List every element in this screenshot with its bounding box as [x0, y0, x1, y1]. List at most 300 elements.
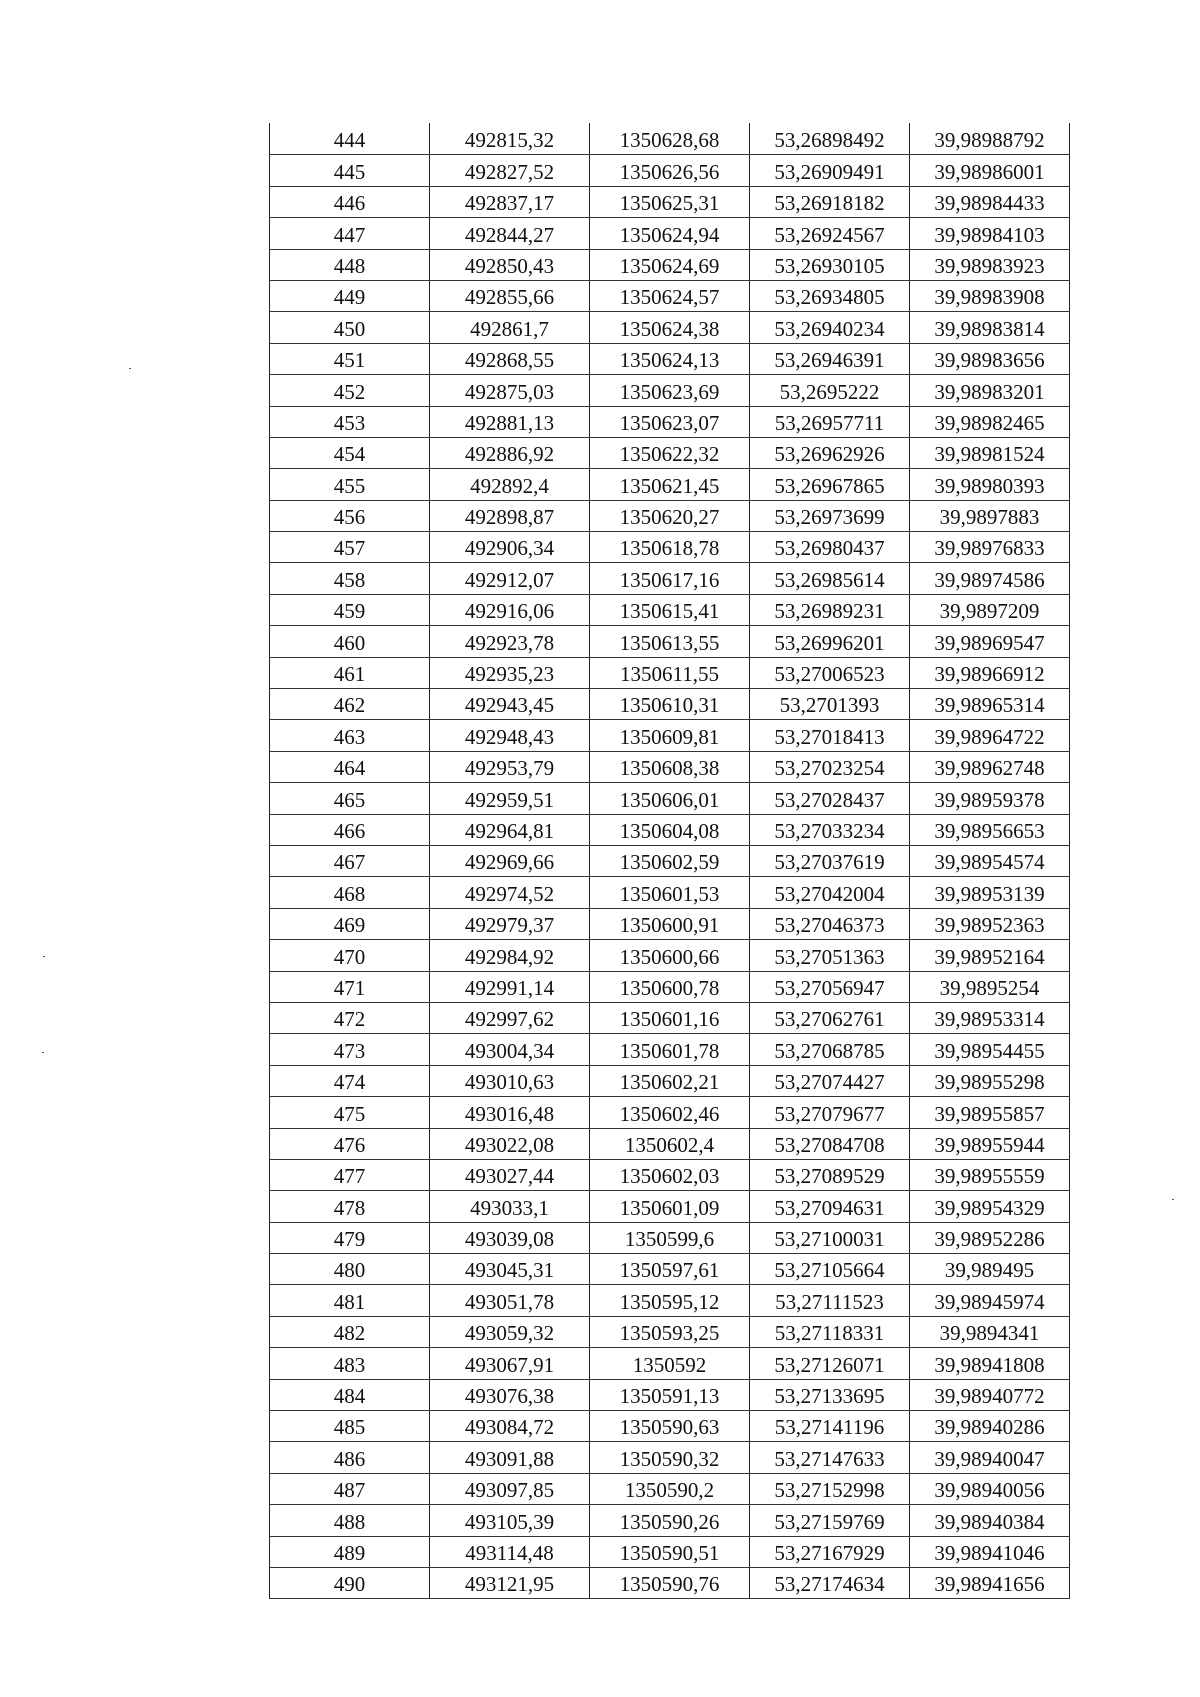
longitude-cell: [910, 406, 1070, 437]
cell-text: 53,26973699: [774, 505, 885, 530]
cell-text: 53,26909491: [774, 159, 885, 184]
cell-text: 493022,08: [464, 1132, 555, 1157]
cell-text: 492979,37: [464, 913, 555, 938]
cell-text: 462: [333, 693, 366, 718]
table-row: [270, 1505, 1070, 1536]
cell-text: 53,27094631: [774, 1195, 885, 1220]
cell-text: 479: [333, 1227, 366, 1252]
point-number-cell: [270, 971, 430, 1002]
cell-text: 492868,55: [464, 348, 555, 373]
latitude-cell: [750, 783, 910, 814]
cell-text: 484: [333, 1384, 366, 1409]
point-number-cell: [270, 1002, 430, 1033]
cell-text: 461: [333, 662, 366, 687]
x-coordinate-cell: [430, 500, 590, 531]
longitude-cell: [910, 877, 1070, 908]
table-row: [270, 1191, 1070, 1222]
x-coordinate-cell: [430, 563, 590, 594]
y-coordinate-cell: [590, 186, 750, 217]
cell-text: 39,98983923: [934, 253, 1045, 278]
cell-text: 1350620,27: [619, 505, 720, 530]
table-row: [270, 1034, 1070, 1065]
y-coordinate-cell: [590, 1222, 750, 1253]
cell-text: 53,27133695: [774, 1384, 885, 1409]
cell-text: 1350626,56: [619, 159, 720, 184]
longitude-cell: [910, 908, 1070, 939]
y-coordinate-cell: [590, 1285, 750, 1316]
point-number-cell: [270, 249, 430, 280]
table-row: [270, 1065, 1070, 1096]
cell-text: 53,27174634: [774, 1572, 885, 1597]
cell-text: 1350601,78: [619, 1038, 720, 1063]
coordinates-table: [269, 123, 1070, 1599]
table-row: [270, 940, 1070, 971]
y-coordinate-cell: [590, 783, 750, 814]
x-coordinate-cell: [430, 971, 590, 1002]
cell-text: 1350590,2: [624, 1478, 715, 1503]
cell-text: 1350600,91: [619, 913, 720, 938]
y-coordinate-cell: [590, 249, 750, 280]
cell-text: 39,98965314: [934, 693, 1045, 718]
cell-text: 1350628,68: [619, 128, 720, 153]
latitude-cell: [750, 1505, 910, 1536]
cell-text: 39,98941046: [934, 1540, 1045, 1565]
x-coordinate-cell: [430, 1505, 590, 1536]
x-coordinate-cell: [430, 1411, 590, 1442]
cell-text: 1350601,09: [619, 1195, 720, 1220]
cell-text: 53,27028437: [774, 787, 885, 812]
y-coordinate-cell: [590, 1411, 750, 1442]
cell-text: 53,26980437: [774, 536, 885, 561]
table-row: [270, 343, 1070, 374]
cell-text: 39,98945974: [934, 1289, 1045, 1314]
point-number-cell: [270, 155, 430, 186]
cell-text: 39,98983201: [934, 379, 1045, 404]
latitude-cell: [750, 1097, 910, 1128]
point-number-cell: [270, 312, 430, 343]
x-coordinate-cell: [430, 1222, 590, 1253]
cell-text: 53,26957711: [774, 410, 885, 435]
cell-text: 492916,06: [464, 599, 555, 624]
point-number-cell: [270, 1316, 430, 1347]
cell-text: 53,2701393: [779, 693, 880, 718]
cell-text: 1350609,81: [619, 724, 720, 749]
cell-text: 53,27147633: [774, 1446, 885, 1471]
latitude-cell: [750, 657, 910, 688]
latitude-cell: [750, 280, 910, 311]
x-coordinate-cell: [430, 908, 590, 939]
point-number-cell: [270, 814, 430, 845]
x-coordinate-cell: [430, 218, 590, 249]
x-coordinate-cell: [430, 1002, 590, 1033]
cell-text: 53,27056947: [774, 975, 885, 1000]
latitude-cell: [750, 1128, 910, 1159]
cell-text: 39,98966912: [934, 662, 1045, 687]
y-coordinate-cell: [590, 1316, 750, 1347]
y-coordinate-cell: [590, 908, 750, 939]
y-coordinate-cell: [590, 626, 750, 657]
longitude-cell: [910, 437, 1070, 468]
point-number-cell: [270, 1473, 430, 1504]
cell-text: 53,27100031: [774, 1227, 885, 1252]
longitude-cell: [910, 563, 1070, 594]
cell-text: 493027,44: [464, 1164, 555, 1189]
table-row: [270, 657, 1070, 688]
point-number-cell: [270, 343, 430, 374]
y-coordinate-cell: [590, 532, 750, 563]
table-row: [270, 720, 1070, 751]
cell-text: 1350602,59: [619, 850, 720, 875]
cell-text: 493016,48: [464, 1101, 555, 1126]
scan-speck: [129, 368, 131, 369]
y-coordinate-cell: [590, 406, 750, 437]
point-number-cell: [270, 1128, 430, 1159]
x-coordinate-cell: [430, 877, 590, 908]
cell-text: 1350601,53: [619, 881, 720, 906]
cell-text: 493076,38: [464, 1384, 555, 1409]
cell-text: 1350602,46: [619, 1101, 720, 1126]
point-number-cell: [270, 1285, 430, 1316]
longitude-cell: [910, 971, 1070, 1002]
cell-text: 39,98984433: [934, 191, 1045, 216]
cell-text: 53,27141196: [774, 1415, 885, 1440]
cell-text: 39,98984103: [934, 222, 1045, 247]
table-row: [270, 626, 1070, 657]
x-coordinate-cell: [430, 1316, 590, 1347]
cell-text: 53,27018413: [774, 724, 885, 749]
point-number-cell: [270, 437, 430, 468]
table-row: [270, 594, 1070, 625]
x-coordinate-cell: [430, 532, 590, 563]
cell-text: 492923,78: [464, 630, 555, 655]
cell-text: 492837,17: [464, 191, 555, 216]
cell-text: 493067,91: [464, 1352, 555, 1377]
cell-text: 1350591,13: [619, 1384, 720, 1409]
table-row: [270, 375, 1070, 406]
cell-text: 453: [333, 410, 366, 435]
cell-text: 1350604,08: [619, 818, 720, 843]
cell-text: 1350602,4: [624, 1132, 715, 1157]
table-row: [270, 1411, 1070, 1442]
cell-text: 457: [333, 536, 366, 561]
point-number-cell: [270, 594, 430, 625]
cell-text: 454: [333, 442, 366, 467]
cell-text: 469: [333, 913, 366, 938]
y-coordinate-cell: [590, 437, 750, 468]
latitude-cell: [750, 751, 910, 782]
latitude-cell: [750, 1379, 910, 1410]
cell-text: 53,26934805: [774, 285, 885, 310]
cell-text: 492861,7: [470, 316, 549, 341]
cell-text: 53,27152998: [774, 1478, 885, 1503]
table-row: [270, 532, 1070, 563]
cell-text: 39,9897209: [939, 599, 1040, 624]
cell-text: 492912,07: [464, 567, 555, 592]
point-number-cell: [270, 1505, 430, 1536]
table-row: [270, 500, 1070, 531]
longitude-cell: [910, 218, 1070, 249]
y-coordinate-cell: [590, 375, 750, 406]
x-coordinate-cell: [430, 814, 590, 845]
longitude-cell: [910, 814, 1070, 845]
cell-text: 493091,88: [464, 1446, 555, 1471]
cell-text: 53,27051363: [774, 944, 885, 969]
cell-text: 492935,23: [464, 662, 555, 687]
longitude-cell: [910, 1567, 1070, 1598]
cell-text: 1350621,45: [619, 473, 720, 498]
y-coordinate-cell: [590, 1473, 750, 1504]
table-row: [270, 1567, 1070, 1598]
x-coordinate-cell: [430, 1254, 590, 1285]
table-row: [270, 1379, 1070, 1410]
point-number-cell: [270, 563, 430, 594]
cell-text: 476: [333, 1132, 366, 1157]
cell-text: 449: [333, 285, 366, 310]
cell-text: 53,27089529: [774, 1164, 885, 1189]
cell-text: 492906,34: [464, 536, 555, 561]
y-coordinate-cell: [590, 845, 750, 876]
y-coordinate-cell: [590, 814, 750, 845]
point-number-cell: [270, 1254, 430, 1285]
cell-text: 53,26989231: [774, 599, 885, 624]
cell-text: 464: [333, 756, 366, 781]
x-coordinate-cell: [430, 312, 590, 343]
cell-text: 39,98955857: [934, 1101, 1045, 1126]
cell-text: 39,98953314: [934, 1007, 1045, 1032]
table-row: [270, 845, 1070, 876]
cell-text: 53,26967865: [774, 473, 885, 498]
cell-text: 460: [333, 630, 366, 655]
longitude-cell: [910, 657, 1070, 688]
y-coordinate-cell: [590, 971, 750, 1002]
table-row: [270, 437, 1070, 468]
cell-text: 450: [333, 316, 366, 341]
x-coordinate-cell: [430, 1379, 590, 1410]
scan-speck: [1172, 1199, 1174, 1200]
longitude-cell: [910, 1348, 1070, 1379]
cell-text: 39,98940384: [934, 1509, 1045, 1534]
latitude-cell: [750, 249, 910, 280]
longitude-cell: [910, 1536, 1070, 1567]
cell-text: 455: [333, 473, 366, 498]
x-coordinate-cell: [430, 343, 590, 374]
table-row: [270, 1002, 1070, 1033]
latitude-cell: [750, 1034, 910, 1065]
cell-text: 1350602,21: [619, 1070, 720, 1095]
cell-text: 492984,92: [464, 944, 555, 969]
cell-text: 53,27159769: [774, 1509, 885, 1534]
longitude-cell: [910, 1222, 1070, 1253]
cell-text: 53,26898492: [774, 128, 885, 153]
cell-text: 477: [333, 1164, 366, 1189]
point-number-cell: [270, 532, 430, 563]
cell-text: 53,27062761: [774, 1007, 885, 1032]
y-coordinate-cell: [590, 1348, 750, 1379]
cell-text: 493105,39: [464, 1509, 555, 1534]
x-coordinate-cell: [430, 406, 590, 437]
latitude-cell: [750, 1567, 910, 1598]
cell-text: 493010,63: [464, 1070, 555, 1095]
longitude-cell: [910, 1379, 1070, 1410]
cell-text: 39,98954574: [934, 850, 1045, 875]
x-coordinate-cell: [430, 1442, 590, 1473]
longitude-cell: [910, 1065, 1070, 1096]
longitude-cell: [910, 783, 1070, 814]
latitude-cell: [750, 877, 910, 908]
cell-text: 1350600,66: [619, 944, 720, 969]
cell-text: 492959,51: [464, 787, 555, 812]
cell-text: 452: [333, 379, 366, 404]
point-number-cell: [270, 940, 430, 971]
point-number-cell: [270, 375, 430, 406]
cell-text: 492827,52: [464, 159, 555, 184]
cell-text: 39,98955944: [934, 1132, 1045, 1157]
cell-text: 39,98941808: [934, 1352, 1045, 1377]
table-row: [270, 280, 1070, 311]
cell-text: 53,26924567: [774, 222, 885, 247]
cell-text: 1350622,32: [619, 442, 720, 467]
cell-text: 448: [333, 253, 366, 278]
longitude-cell: [910, 1442, 1070, 1473]
point-number-cell: [270, 1567, 430, 1598]
y-coordinate-cell: [590, 1191, 750, 1222]
cell-text: 53,26985614: [774, 567, 885, 592]
point-number-cell: [270, 1222, 430, 1253]
cell-text: 1350623,07: [619, 410, 720, 435]
cell-text: 1350595,12: [619, 1289, 720, 1314]
longitude-cell: [910, 1254, 1070, 1285]
y-coordinate-cell: [590, 657, 750, 688]
x-coordinate-cell: [430, 1128, 590, 1159]
longitude-cell: [910, 594, 1070, 625]
cell-text: 1350606,01: [619, 787, 720, 812]
cell-text: 39,98940047: [934, 1446, 1045, 1471]
point-number-cell: [270, 877, 430, 908]
x-coordinate-cell: [430, 626, 590, 657]
latitude-cell: [750, 1002, 910, 1033]
longitude-cell: [910, 124, 1070, 155]
table-row: [270, 1128, 1070, 1159]
x-coordinate-cell: [430, 845, 590, 876]
x-coordinate-cell: [430, 594, 590, 625]
cell-text: 39,98952164: [934, 944, 1045, 969]
longitude-cell: [910, 312, 1070, 343]
table-row: [270, 312, 1070, 343]
table-row: [270, 186, 1070, 217]
point-number-cell: [270, 720, 430, 751]
table-row: [270, 1159, 1070, 1190]
table-row: [270, 1222, 1070, 1253]
cell-text: 39,98955559: [934, 1164, 1045, 1189]
latitude-cell: [750, 1222, 910, 1253]
longitude-cell: [910, 343, 1070, 374]
cell-text: 53,27105664: [774, 1258, 885, 1283]
cell-text: 53,27023254: [774, 756, 885, 781]
latitude-cell: [750, 845, 910, 876]
cell-text: 39,98953139: [934, 881, 1045, 906]
point-number-cell: [270, 1191, 430, 1222]
x-coordinate-cell: [430, 657, 590, 688]
cell-text: 446: [333, 191, 366, 216]
latitude-cell: [750, 375, 910, 406]
cell-text: 492850,43: [464, 253, 555, 278]
y-coordinate-cell: [590, 751, 750, 782]
cell-text: 485: [333, 1415, 366, 1440]
cell-text: 492898,87: [464, 505, 555, 530]
x-coordinate-cell: [430, 124, 590, 155]
cell-text: 39,98980393: [934, 473, 1045, 498]
latitude-cell: [750, 626, 910, 657]
cell-text: 492875,03: [464, 379, 555, 404]
y-coordinate-cell: [590, 469, 750, 500]
cell-text: 444: [333, 128, 366, 153]
y-coordinate-cell: [590, 877, 750, 908]
cell-text: 39,98959378: [934, 787, 1045, 812]
longitude-cell: [910, 532, 1070, 563]
y-coordinate-cell: [590, 1002, 750, 1033]
table-row: [270, 971, 1070, 1002]
cell-text: 39,98940056: [934, 1478, 1045, 1503]
latitude-cell: [750, 971, 910, 1002]
cell-text: 39,9897883: [939, 505, 1040, 530]
cell-text: 458: [333, 567, 366, 592]
latitude-cell: [750, 312, 910, 343]
cell-text: 1350600,78: [619, 975, 720, 1000]
cell-text: 39,98940286: [934, 1415, 1045, 1440]
cell-text: 492943,45: [464, 693, 555, 718]
cell-text: 39,98952286: [934, 1227, 1045, 1252]
cell-text: 490: [333, 1572, 366, 1597]
latitude-cell: [750, 563, 910, 594]
longitude-cell: [910, 1159, 1070, 1190]
table-row: [270, 1473, 1070, 1504]
cell-text: 493121,95: [464, 1572, 555, 1597]
longitude-cell: [910, 1097, 1070, 1128]
cell-text: 445: [333, 159, 366, 184]
x-coordinate-cell: [430, 280, 590, 311]
cell-text: 39,98982465: [934, 410, 1045, 435]
latitude-cell: [750, 1254, 910, 1285]
x-coordinate-cell: [430, 1536, 590, 1567]
point-number-cell: [270, 689, 430, 720]
latitude-cell: [750, 437, 910, 468]
cell-text: 1350597,61: [619, 1258, 720, 1283]
latitude-cell: [750, 469, 910, 500]
cell-text: 1350611,55: [620, 662, 719, 687]
x-coordinate-cell: [430, 155, 590, 186]
x-coordinate-cell: [430, 1097, 590, 1128]
cell-text: 474: [333, 1070, 366, 1095]
x-coordinate-cell: [430, 1191, 590, 1222]
table-row: [270, 1254, 1070, 1285]
latitude-cell: [750, 594, 910, 625]
cell-text: 53,27033234: [774, 818, 885, 843]
table-row: [270, 1442, 1070, 1473]
point-number-cell: [270, 657, 430, 688]
cell-text: 489: [333, 1540, 366, 1565]
cell-text: 1350617,16: [619, 567, 720, 592]
latitude-cell: [750, 406, 910, 437]
cell-text: 493039,08: [464, 1227, 555, 1252]
table-row: [270, 1536, 1070, 1567]
table-row: [270, 218, 1070, 249]
cell-text: 492815,32: [464, 128, 555, 153]
x-coordinate-cell: [430, 1473, 590, 1504]
cell-text: 39,98940772: [934, 1384, 1045, 1409]
latitude-cell: [750, 155, 910, 186]
x-coordinate-cell: [430, 437, 590, 468]
cell-text: 53,26946391: [774, 348, 885, 373]
